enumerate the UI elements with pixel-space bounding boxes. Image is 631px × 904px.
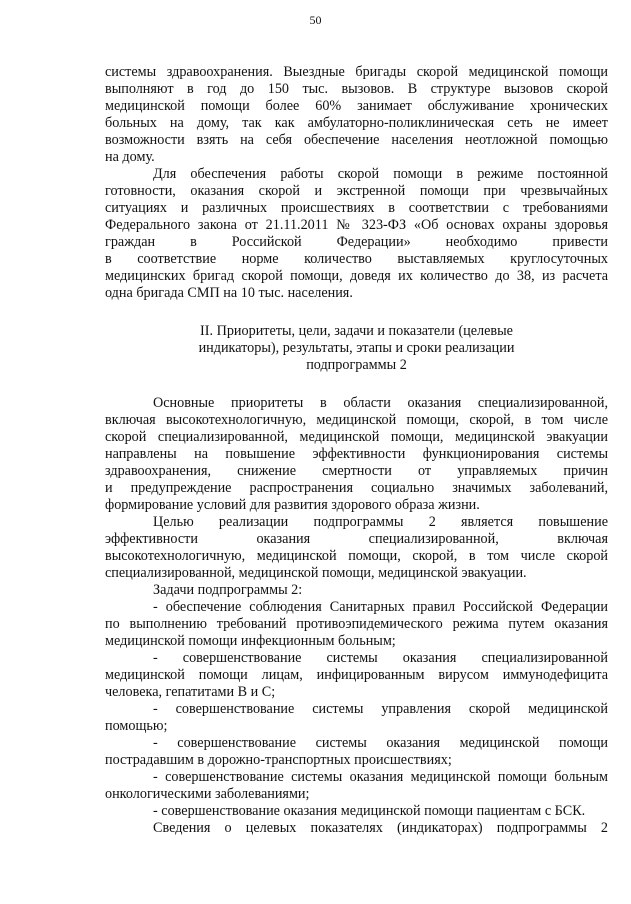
text-line: граждан в Российской Федерации» необходимо привести [105,234,608,250]
text-line: по выполнению требований противоэпидемического режима путем оказания [105,616,608,632]
text-line: возможности взять на себя обеспечение населения неотложной помощью [105,132,608,148]
text-line: онкологическими заболеваниями; [105,786,310,802]
text-line: - совершенствование системы оказания специализированной [153,650,608,666]
text-line: - обеспечение соблюдения Санитарных правил Российской Федерации [153,599,608,615]
text-line: Основные приоритеты в области оказания специализированной, [153,395,608,411]
text-line: на дому. [105,149,155,165]
text-line: медицинских бригад скорой помощи, доведя их количество до 38, из расчета [105,268,608,284]
text-line: Задачи подпрограммы 2: [153,582,303,598]
text-line: - совершенствование системы управления скорой медицинской [153,701,608,717]
text-line: - совершенствование системы оказания медицинской помощи больным [153,769,608,785]
text-line: формирование условий для развития здорового образа жизни. [105,497,480,513]
text-line: выполняют в год до 150 тыс. вызовов. В структуре вызовов скорой [105,81,608,97]
text-line: здравоохранения, снижение смертности от управляемых причин [105,463,608,479]
text-line: в соответствие норме количество выставляемых круглосуточных [105,251,608,267]
text-line: Целью реализации подпрограммы 2 является повышение [153,514,608,530]
text-line: II. Приоритеты, цели, задачи и показатели (целевые [200,323,513,339]
text-line: медицинской помощи инфекционным больным; [105,633,396,649]
text-line: медицинской помощи лицам, инфицированным вирусом иммунодефицита [105,667,608,683]
text-line: Федерального закона от 21.11.2011 № 323-ФЗ «Об основах охраны здоровья [105,217,608,233]
text-line: ситуациях и различных происшествиях в соответствии с требованиями [105,200,608,216]
text-line: эффективности оказания специализированной, включая [105,531,608,547]
text-line: готовности, оказания скорой и экстренной помощи при чрезвычайных [105,183,608,199]
text-line: медицинской помощи более 60% занимает обслуживание хронических [105,98,608,114]
text-line: и предупреждение распространения социально значимых заболеваний, [105,480,608,496]
text-line: высокотехнологичную, медицинской помощи, скорой, в том числе скорой [105,548,608,564]
text-line: системы здравоохранения. Выездные бригады скорой медицинской помощи [105,64,608,80]
text-line: - совершенствование оказания медицинской помощи пациентам с БСК. [153,803,586,819]
text-line: индикаторы), результаты, этапы и сроки реализации [198,340,515,356]
text-line: пострадавшим в дорожно-транспортных происшествиях; [105,752,452,768]
text-line: подпрограммы 2 [306,357,407,373]
text-line: человека, гепатитами В и С; [105,684,276,700]
text-line: специализированной, медицинской помощи, медицинской эвакуации. [105,565,527,581]
text-line: Для обеспечения работы скорой помощи в режиме постоянной [153,166,608,182]
text-line: помощью; [105,718,168,734]
text-line: больных на дому, так как амбулаторно-поликлиническая сеть не имеет [105,115,608,131]
text-line: одна бригада СМП на 10 тыс. населения. [105,285,353,301]
text-line: скорой специализированной, медицинской помощи, медицинской эвакуации [105,429,608,445]
text-line: Сведения о целевых показателях (индикаторах) подпрограммы 2 [153,820,608,836]
text-line: направлены на повышение эффективности функционирования системы [105,446,608,462]
text-line: включая высокотехнологичную, медицинской помощи, скорой, в том числе [105,412,608,428]
page-number: 50 [309,13,322,27]
text-line: - совершенствование системы оказания медицинской помощи [153,735,608,751]
